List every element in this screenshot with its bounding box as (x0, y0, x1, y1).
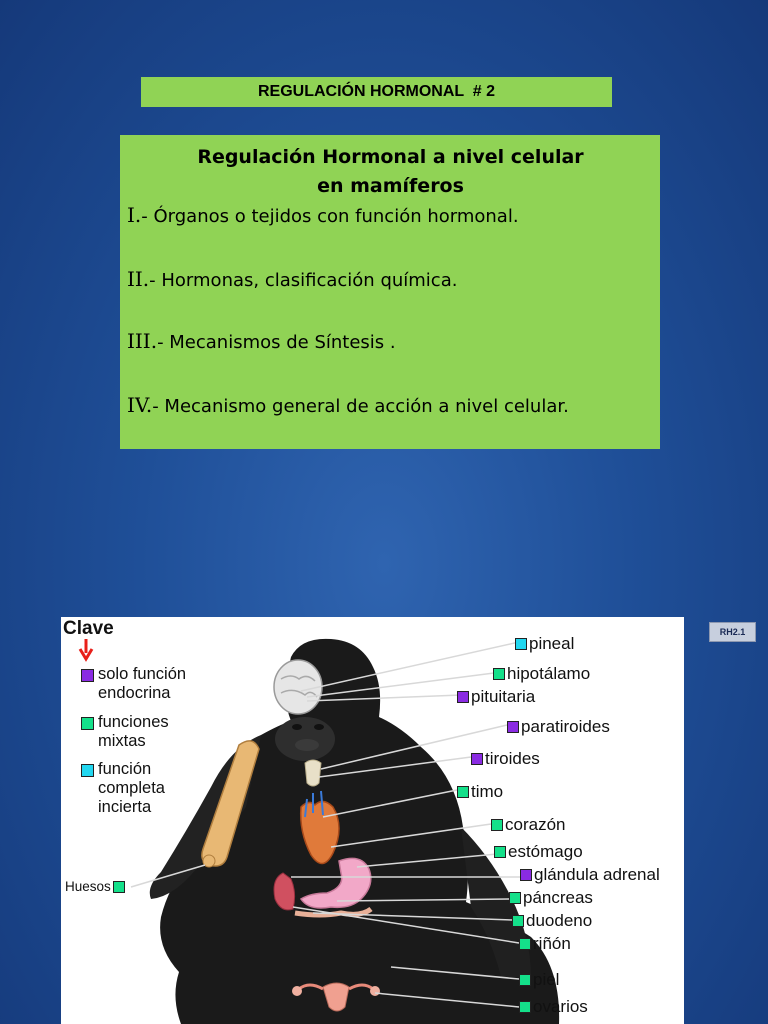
legend-item-2-line-2: mixtas (98, 732, 146, 750)
legend-item-1-line-1: solo función (98, 665, 187, 683)
legend-item-endocrine (81, 665, 186, 703)
label-estomago: estómago (494, 842, 583, 862)
outline-item-2 (127, 267, 654, 293)
legend-swatch-cyan (81, 764, 94, 777)
label-ovarios: ovarios (519, 997, 588, 1017)
brain-illustration (274, 660, 322, 714)
legend-item-3-line-2: completa (98, 779, 165, 797)
legend-item-3-line-1: función (98, 760, 152, 778)
label-tiroides: tiroides (471, 749, 540, 769)
outline-item-1-text: - Órganos o tejidos con función hormonal. (141, 206, 519, 227)
legend-swatch-green (81, 717, 94, 730)
outline-item-2-number: II. (127, 267, 150, 291)
box-heading-line-1: Regulación Hormonal a nivel celular (197, 146, 584, 168)
outline-item-3 (127, 329, 654, 355)
box-heading-line-2: en mamíferos (317, 175, 464, 197)
slide-code-badge: RH2.1 (709, 622, 756, 642)
label-piel: piel (519, 970, 559, 990)
legend-item-3-line-3: incierta (98, 798, 152, 816)
label-rinon: riñón (519, 934, 571, 954)
content-box (120, 135, 660, 449)
outline-item-4 (127, 393, 654, 419)
red-arrow-icon (80, 639, 92, 659)
legend-item-1-line-2: endocrina (98, 684, 171, 702)
endocrine-figure (61, 617, 684, 1024)
label-duodeno: duodeno (512, 911, 592, 931)
legend-item-2-line-1: funciones (98, 713, 169, 731)
outline-item-2-text: - Hormonas, clasificación química. (149, 270, 458, 291)
label-bones (65, 879, 125, 894)
thyroid-illustration (305, 760, 321, 786)
label-bones-swatch (113, 881, 125, 893)
label-timo: timo (457, 782, 503, 802)
label-pancreas: páncreas (509, 888, 593, 908)
label-hipotalamo: hipotálamo (493, 664, 590, 684)
label-glandula-adrenal: glándula adrenal (520, 865, 660, 885)
slide-title-text: REGULACIÓN HORMONAL # 2 (257, 83, 496, 100)
slide-title (141, 77, 612, 107)
outline-item-1 (127, 203, 654, 229)
legend-item-uncertain (81, 760, 165, 817)
label-pituitaria: pituitaria (457, 687, 535, 707)
label-pineal: pineal (515, 634, 574, 654)
outline-item-4-number: IV. (127, 393, 153, 417)
outline-item-3-number: III. (127, 329, 158, 353)
label-bones-text: Huesos (65, 879, 111, 894)
outline-item-4-text: - Mecanismo general de acción a nivel celular. (152, 396, 569, 417)
legend-item-mixed (81, 713, 169, 751)
label-corazon: corazón (491, 815, 565, 835)
outline-item-1-number: I. (127, 203, 142, 227)
legend-swatch-purple (81, 669, 94, 682)
legend-title: Clave (63, 618, 114, 639)
outline-item-3-text: - Mecanismos de Síntesis . (157, 332, 396, 353)
label-paratiroides: paratiroides (507, 717, 610, 737)
